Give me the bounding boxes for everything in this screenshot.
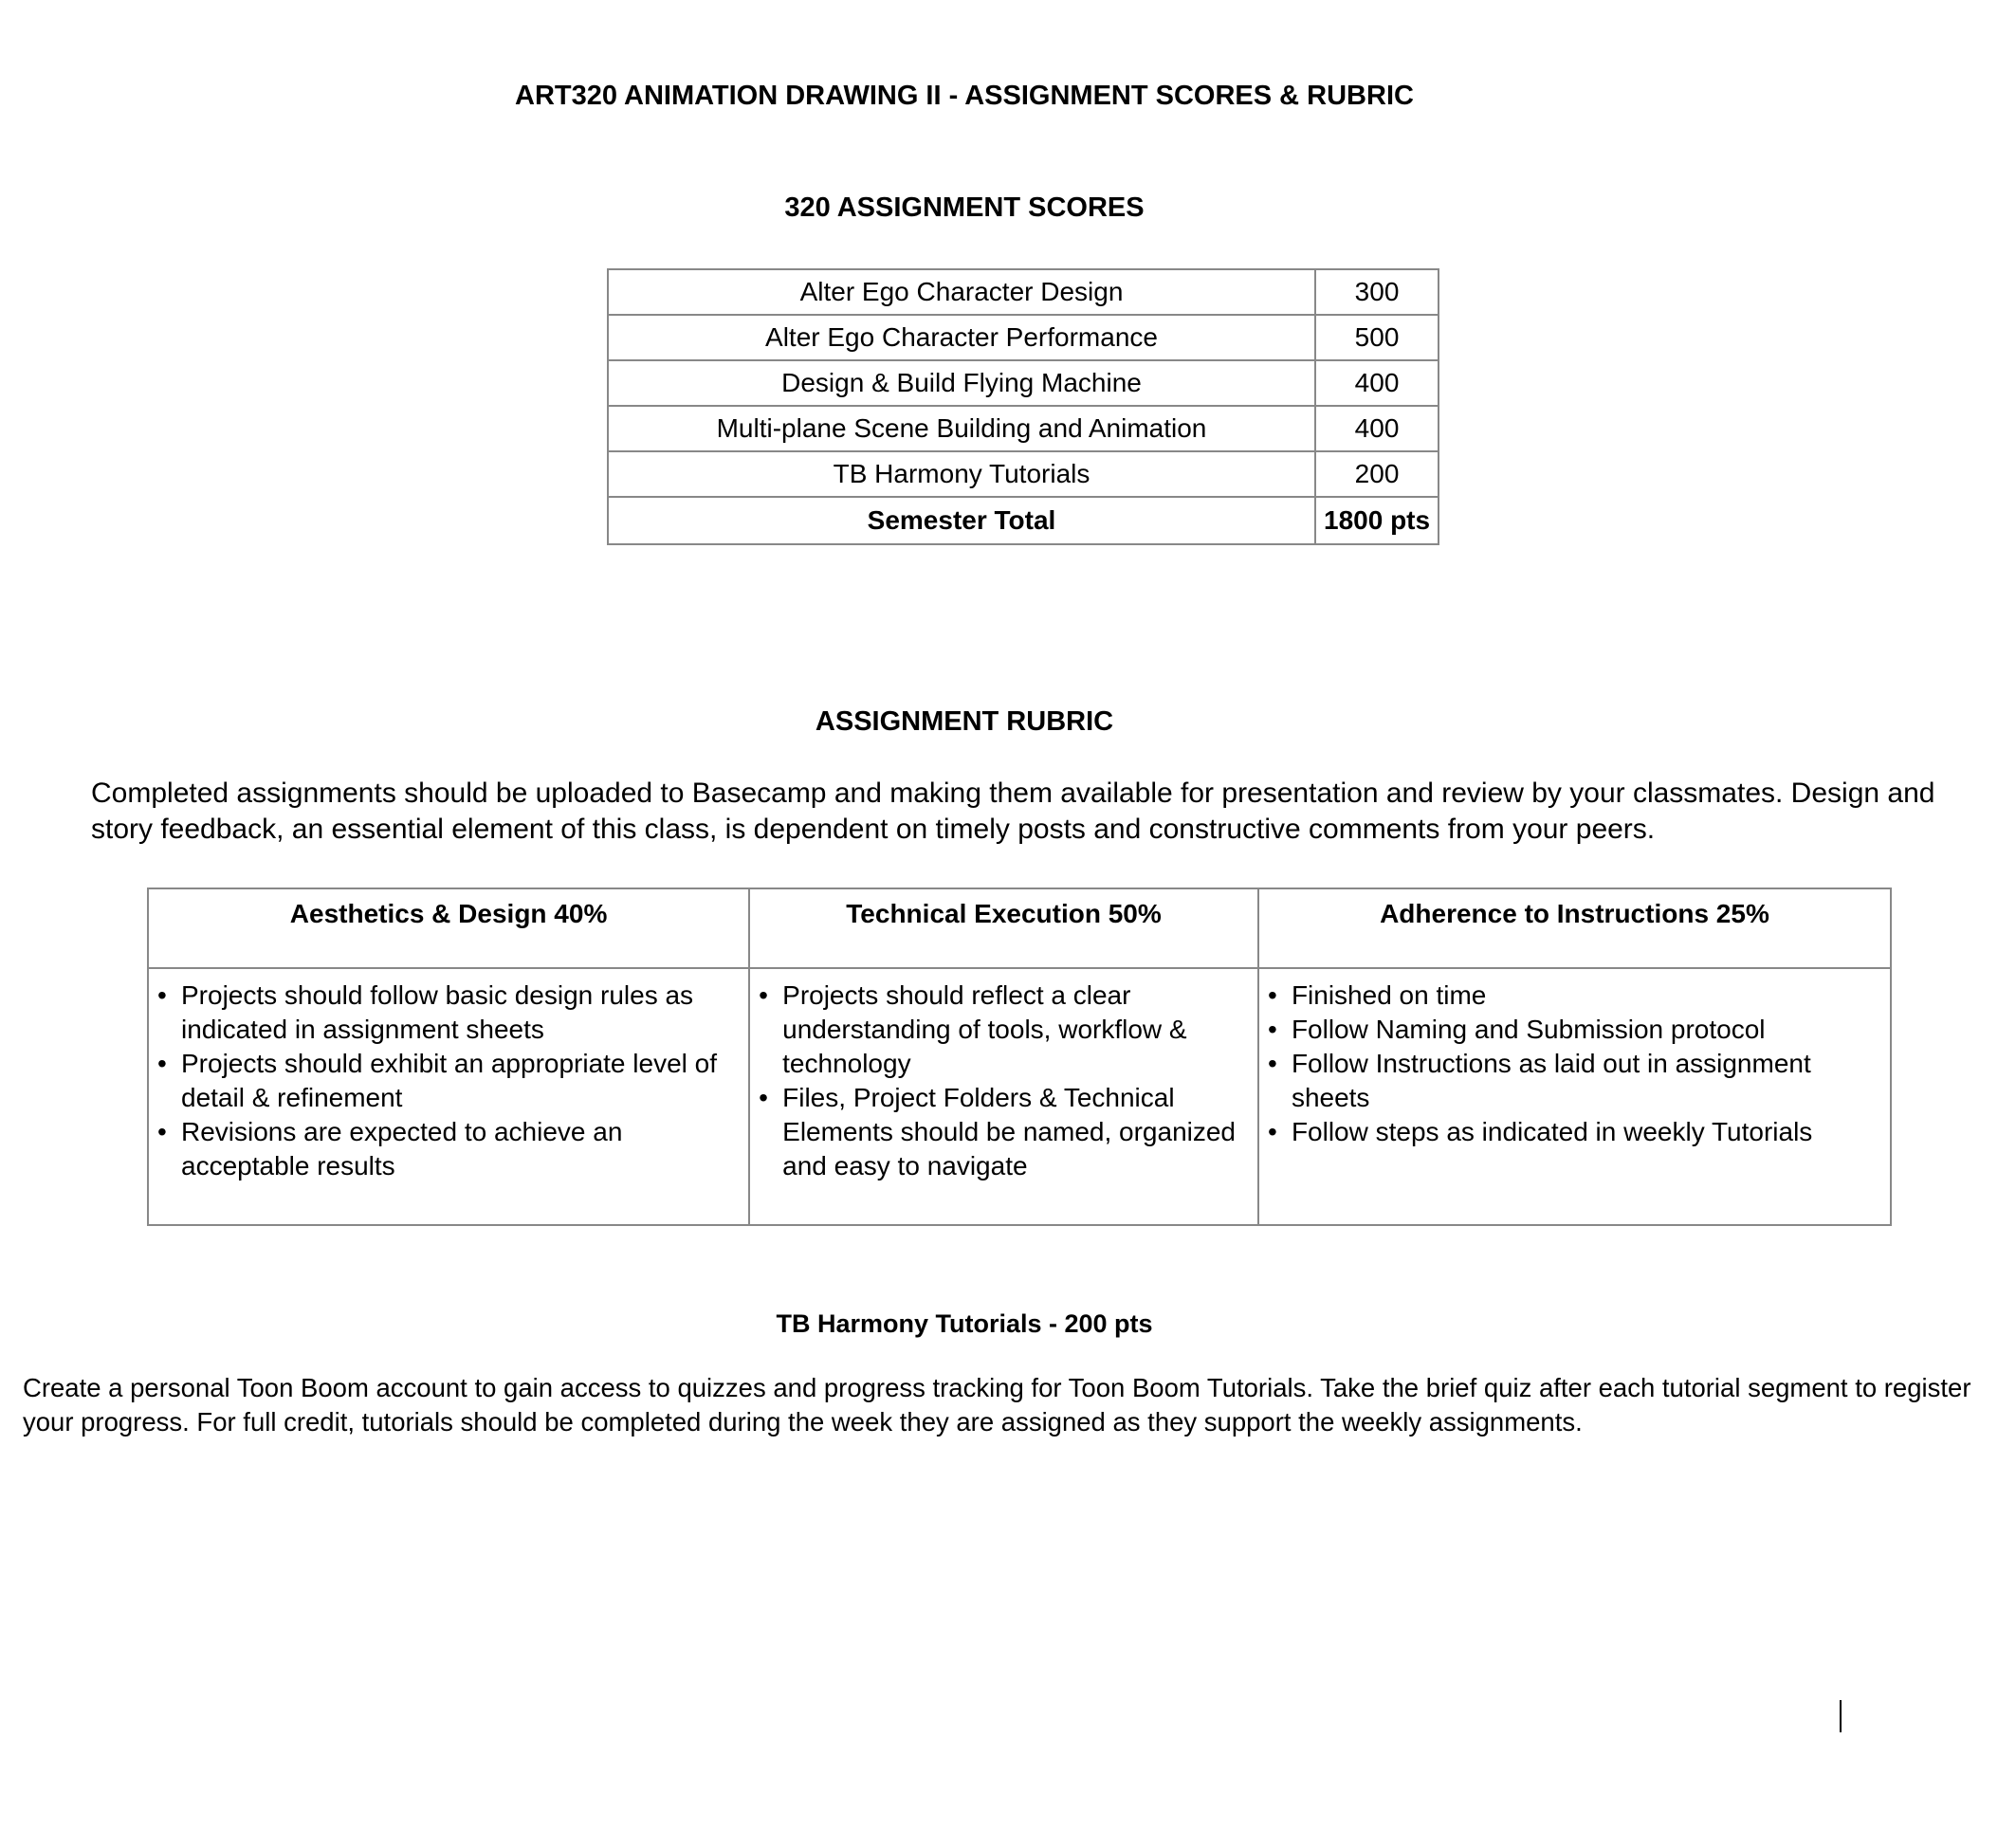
assignment-points: 500 <box>1315 315 1439 360</box>
rubric-intro-paragraph: Completed assignments should be uploaded to Basecamp and making them available for presentation and review by your classmates. Design and story feedback, an essential element of this class, is dependent on timely posts and constructive comments from your peers. <box>91 778 1935 845</box>
criteria-text: Projects should follow basic design rules as indicated in assignment sheets <box>181 980 694 1044</box>
list-item <box>155 1047 742 1115</box>
tutorials-heading: TB Harmony Tutorials - 200 pts <box>776 1309 1153 1338</box>
list-item <box>1265 1115 1884 1149</box>
bullet-icon: • <box>1267 1117 1277 1146</box>
rubric-cell-adherence <box>1258 968 1891 1225</box>
assignment-name: TB Harmony Tutorials <box>608 451 1315 497</box>
criteria-list <box>756 979 1252 1183</box>
semester-total-label: Semester Total <box>608 497 1315 544</box>
rubric-header-aesthetics: Aesthetics & Design 40% <box>148 888 749 968</box>
list-item <box>1265 1013 1884 1047</box>
assignment-name: Design & Build Flying Machine <box>608 360 1315 406</box>
bullet-icon: • <box>1267 1015 1277 1044</box>
rubric-header-adherence: Adherence to Instructions 25% <box>1258 888 1891 968</box>
list-item <box>155 979 742 1047</box>
text-cursor <box>1840 1700 1842 1732</box>
assignment-points: 300 <box>1315 269 1439 315</box>
criteria-text: Follow Instructions as laid out in assignment sheets <box>1291 1049 1811 1112</box>
rubric-cell-aesthetics <box>148 968 749 1225</box>
table-row <box>608 451 1439 497</box>
rubric-table <box>147 888 1892 1226</box>
criteria-text: Revisions are expected to achieve an acceptable results <box>181 1117 623 1180</box>
table-row <box>608 406 1439 451</box>
criteria-text: Projects should exhibit an appropriate level of detail & refinement <box>181 1049 718 1112</box>
rubric-header-technical: Technical Execution 50% <box>749 888 1258 968</box>
criteria-text: Files, Project Folders & Technical Elements should be named, organized and easy to navigate <box>782 1083 1236 1180</box>
bullet-icon: • <box>157 1049 167 1078</box>
criteria-list <box>155 979 742 1183</box>
bullet-icon: • <box>157 1117 167 1146</box>
assignment-name: Alter Ego Character Design <box>608 269 1315 315</box>
assignment-points: 200 <box>1315 451 1439 497</box>
scores-table <box>607 268 1439 545</box>
rubric-heading: ASSIGNMENT RUBRIC <box>815 706 1114 737</box>
bullet-icon: • <box>1267 980 1277 1010</box>
list-item <box>155 1115 742 1183</box>
semester-total-points: 1800 pts <box>1315 497 1439 544</box>
table-row <box>608 315 1439 360</box>
total-row <box>608 497 1439 544</box>
criteria-text: Projects should reflect a clear understanding of tools, workflow & technology <box>782 980 1187 1078</box>
criteria-text: Finished on time <box>1291 980 1487 1010</box>
bullet-icon: • <box>157 980 167 1010</box>
list-item <box>1265 1047 1884 1115</box>
criteria-text: Follow Naming and Submission protocol <box>1291 1015 1766 1044</box>
list-item <box>756 1081 1252 1183</box>
assignment-name: Multi-plane Scene Building and Animation <box>608 406 1315 451</box>
list-item <box>1265 979 1884 1013</box>
criteria-text: Follow steps as indicated in weekly Tutorials <box>1291 1117 1813 1146</box>
assignment-points: 400 <box>1315 360 1439 406</box>
rubric-cell-technical <box>749 968 1258 1225</box>
bullet-icon: • <box>759 1083 768 1112</box>
bullet-icon: • <box>759 980 768 1010</box>
rubric-header-row <box>148 888 1891 968</box>
scores-heading: 320 ASSIGNMENT SCORES <box>784 192 1145 223</box>
assignment-points: 400 <box>1315 406 1439 451</box>
bullet-icon: • <box>1267 1049 1277 1078</box>
table-row <box>608 360 1439 406</box>
page-title: ART320 ANIMATION DRAWING II - ASSIGNMENT SCORES & RUBRIC <box>515 81 1414 111</box>
assignment-name: Alter Ego Character Performance <box>608 315 1315 360</box>
list-item <box>756 979 1252 1081</box>
criteria-list <box>1265 979 1884 1149</box>
table-row <box>608 269 1439 315</box>
rubric-criteria-row <box>148 968 1891 1225</box>
tutorials-paragraph: Create a personal Toon Boom account to gain access to quizzes and progress tracking for Toon Boom Tutorials. Take the brief quiz after each tutorial segment to register your progress. For full credit, tutorials should be completed during the week they are assigned as they support the weekly assignments. <box>23 1373 1971 1437</box>
